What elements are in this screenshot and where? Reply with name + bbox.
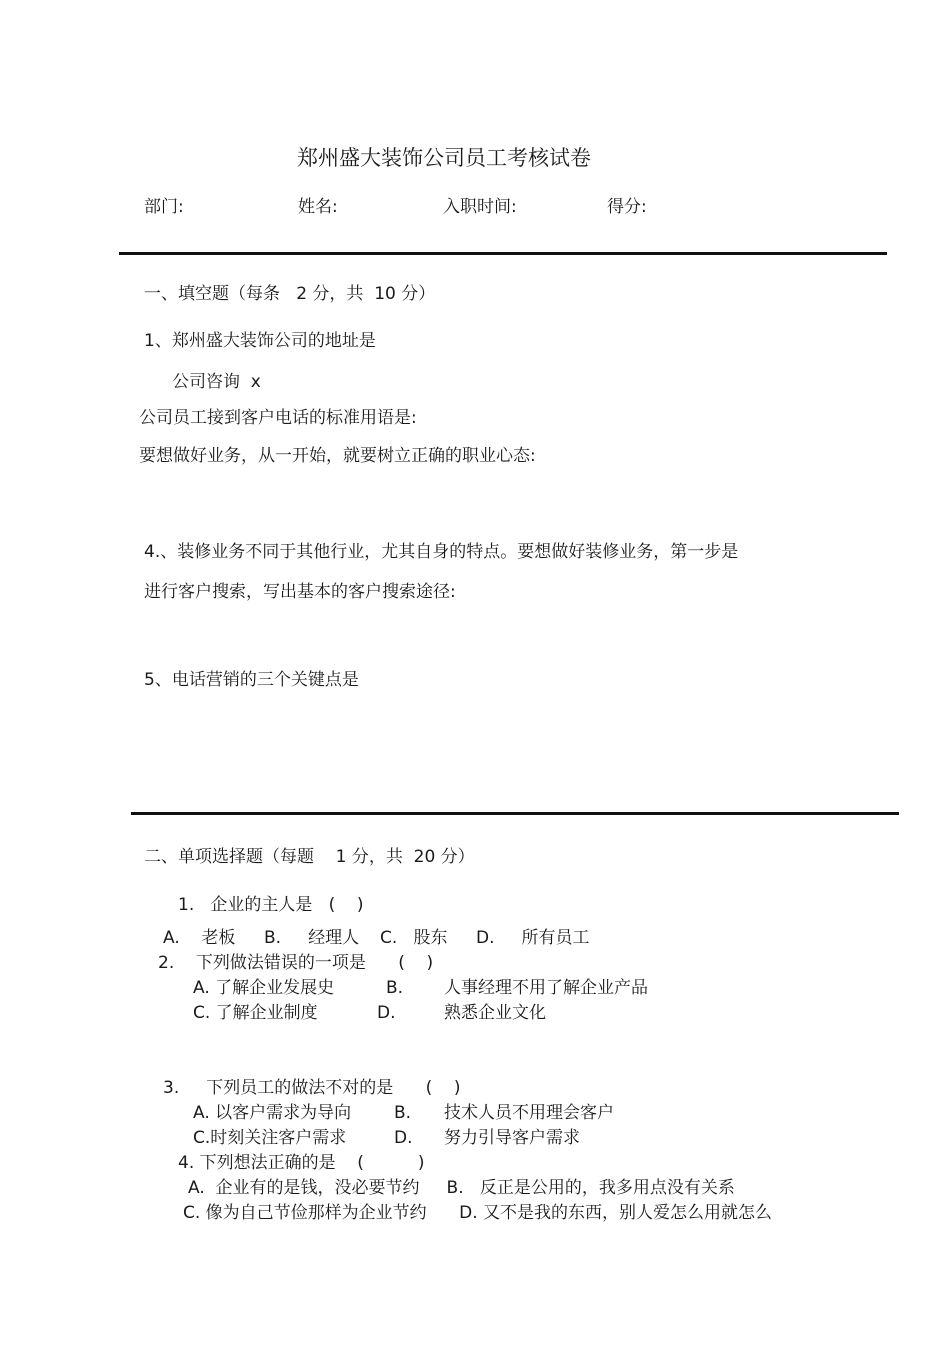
- question-4-line1: 4.、装修业务不同于其他行业，尤其自身的特点。要想做好装修业务，第一步是: [144, 542, 739, 562]
- mc-q1-option-b: B. 经理人: [264, 928, 360, 948]
- mc-q2-option-a: A. 了解企业发展史: [193, 978, 335, 998]
- mc-question-4: 4. 下列想法正确的是 ( ): [178, 1153, 425, 1173]
- mc-q4-options-line2: C. 像为自己节俭那样为企业节约 D. 又不是我的东西，别人爱怎么用就怎么: [183, 1203, 772, 1223]
- section-divider: [131, 812, 899, 815]
- mc-question-1: 1. 企业的主人是 ( ): [178, 895, 364, 915]
- question-3: 要想做好业务，从一开始，就要树立正确的职业心态:: [139, 446, 536, 466]
- mc-question-2: 2. 下列做法错误的一项是 ( ): [158, 953, 434, 973]
- mc-q3-option-b-key: B.: [394, 1103, 412, 1123]
- section2-heading: 二、单项选择题（每题 1 分，共 20 分）: [144, 847, 475, 867]
- mc-q1-option-d: D. 所有员工: [476, 928, 590, 948]
- score-label: 得分:: [607, 197, 647, 217]
- mc-q3-option-c: C.时刻关注客户需求: [193, 1128, 347, 1148]
- mc-q2-option-c: C. 了解企业制度: [193, 1003, 318, 1023]
- mc-q3-option-b: 技术人员不用理会客户: [444, 1103, 614, 1123]
- mc-q3-option-a: A. 以客户需求为导向: [193, 1103, 352, 1123]
- mc-q4-options-line1: A. 企业有的是钱，没必要节约 B. 反正是公用的，我多用点没有关系: [188, 1178, 735, 1198]
- mc-q2-option-b-key: B.: [386, 978, 404, 998]
- question-1-note: 公司咨询 x: [172, 372, 261, 392]
- question-2: 公司员工接到客户电话的标准用语是:: [139, 408, 417, 428]
- mc-q2-option-b: 人事经理不用了解企业产品: [444, 978, 648, 998]
- mc-question-3: 3. 下列员工的做法不对的是 ( ): [163, 1078, 461, 1098]
- section1-heading: 一、填空题（每条 2 分，共 10 分）: [144, 284, 436, 304]
- header-divider: [119, 252, 887, 255]
- question-4-line2: 进行客户搜索，写出基本的客户搜索途径:: [144, 582, 456, 602]
- hire-date-label: 入职时间:: [443, 197, 517, 217]
- mc-q2-option-d: 熟悉企业文化: [444, 1003, 546, 1023]
- mc-q1-option-c: C. 股东: [380, 928, 448, 948]
- mc-q3-option-d-key: D.: [394, 1128, 413, 1148]
- mc-q2-option-d-key: D.: [377, 1003, 396, 1023]
- name-label: 姓名:: [298, 197, 338, 217]
- mc-q3-option-d: 努力引导客户需求: [444, 1128, 580, 1148]
- department-label: 部门:: [144, 197, 184, 217]
- question-1: 1、郑州盛大装饰公司的地址是: [144, 331, 376, 351]
- mc-q1-option-a: A. 老板: [163, 928, 236, 948]
- question-5: 5、电话营销的三个关键点是: [144, 670, 359, 690]
- page-title: 郑州盛大装饰公司员工考核试卷: [297, 146, 591, 170]
